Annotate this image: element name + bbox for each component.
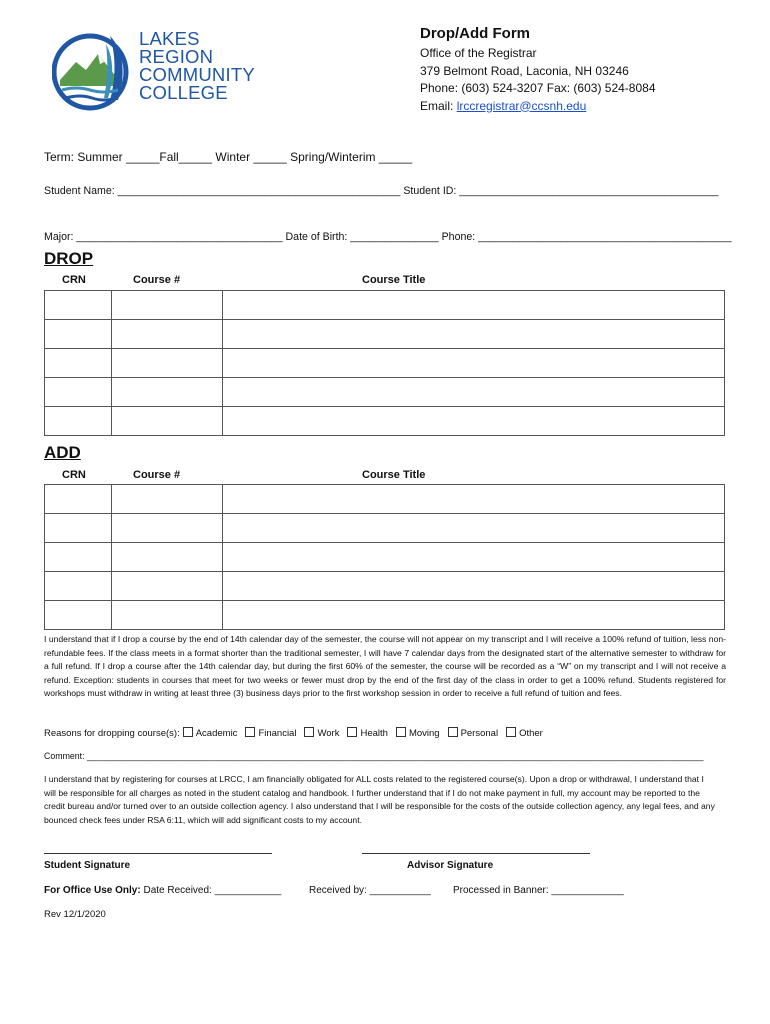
table-row [45, 349, 725, 378]
received-by-field[interactable]: Received by: ___________ [309, 885, 431, 896]
title-cell[interactable] [223, 407, 725, 436]
course-cell[interactable] [112, 378, 223, 407]
course-cell[interactable] [112, 349, 223, 378]
drop-reasons [44, 727, 543, 739]
add-col-title: Course Title [362, 469, 426, 481]
table-row [45, 407, 725, 436]
course-cell[interactable] [112, 407, 223, 436]
table-row [45, 601, 725, 630]
logo-line: COMMUNITY [139, 64, 255, 85]
advisor-signature-label: Advisor Signature [407, 860, 494, 871]
table-row [45, 320, 725, 349]
checkbox[interactable] [396, 727, 406, 737]
advisor-signature-line[interactable] [362, 853, 590, 854]
crn-cell[interactable] [45, 485, 112, 514]
financial-obligation-text: I understand that by registering for courses at LRCC, I am financially obligated for ALL costs related to the registered course(s). Upon a drop or withdrawal, I understand that I will be responsible for all charges as noted in the student catalog and handbook. I further understand that if I do not make payment in full, my account may be reported to the credit bureau and/or turned over to an outside collection agency. I also understand that I will be responsible for the costs of the outside collection agency, any legal fees, and any bounced check fees under RSA 6:11, which will add significant costs to my account. [44, 774, 715, 825]
table-row [45, 485, 725, 514]
crn-cell[interactable] [45, 291, 112, 320]
reason-option: Academic [195, 728, 238, 739]
crn-cell[interactable] [45, 349, 112, 378]
processed-in-banner-field[interactable]: Processed in Banner: _____________ [453, 885, 624, 896]
table-row [45, 514, 725, 543]
crn-cell[interactable] [45, 320, 112, 349]
course-cell[interactable] [112, 291, 223, 320]
registrar-contact [420, 45, 656, 115]
office-name: Office of the Registrar [420, 46, 537, 60]
email-link[interactable]: lrccregistrar@ccsnh.edu [456, 98, 587, 113]
major-dob-phone-field[interactable]: Major: ___________________________________ Date of Birth: _______________ Phone: ___________________________________________ [44, 231, 732, 243]
crn-cell[interactable] [45, 514, 112, 543]
table-row [45, 378, 725, 407]
add-section-title: ADD [44, 443, 81, 462]
reason-option: Moving [408, 728, 440, 739]
reason-option: Other [519, 728, 543, 739]
crn-cell[interactable] [45, 601, 112, 630]
email-label: Email: [420, 98, 454, 113]
title-cell[interactable] [223, 485, 725, 514]
crn-cell[interactable] [45, 407, 112, 436]
table-row [45, 543, 725, 572]
revision-date: Rev 12/1/2020 [44, 909, 106, 920]
title-cell[interactable] [223, 543, 725, 572]
reasons-label: Reasons for dropping course(s): [44, 728, 180, 739]
reason-option: Health [360, 728, 388, 739]
checkbox[interactable] [448, 727, 458, 737]
crn-cell[interactable] [45, 572, 112, 601]
crn-cell[interactable] [45, 378, 112, 407]
reason-option: Work [317, 728, 340, 739]
drop-col-crn: CRN [62, 274, 86, 286]
title-cell[interactable] [223, 601, 725, 630]
course-cell[interactable] [112, 601, 223, 630]
office-use-label: For Office Use Only: [44, 885, 141, 896]
table-row [45, 572, 725, 601]
add-col-crn: CRN [62, 469, 86, 481]
course-cell[interactable] [112, 485, 223, 514]
date-received-field[interactable]: Date Received: ____________ [143, 885, 282, 896]
reason-option: Financial [258, 728, 297, 739]
checkbox[interactable] [245, 727, 255, 737]
title-cell[interactable] [223, 349, 725, 378]
comment-field[interactable]: Comment: ______________________________________________________________________________________________________________________________ [44, 751, 704, 761]
office-use-row [44, 885, 281, 896]
checkbox[interactable] [347, 727, 357, 737]
add-col-course: Course # [133, 469, 181, 481]
drop-table [44, 290, 725, 436]
crn-cell[interactable] [45, 543, 112, 572]
drop-col-title: Course Title [362, 274, 426, 286]
drop-section-title: DROP [44, 249, 94, 268]
term-field[interactable]: Term: Summer _____Fall_____ Winter _____ Spring/Winterim _____ [44, 150, 413, 164]
logo-line: COLLEGE [139, 82, 228, 103]
course-cell[interactable] [112, 514, 223, 543]
logo-line: REGION [139, 46, 214, 67]
add-table [44, 484, 725, 630]
title-cell[interactable] [223, 572, 725, 601]
title-cell[interactable] [223, 378, 725, 407]
refund-policy-text: I understand that if I drop a course by the end of 14th calendar day of the semester, the course will not appear on my transcript and I will receive a 100% refund of tuition, less non-refundable fees. If the class meets in a format shorter than the traditional semester, I will have 7 calendar days from the designated start of the alternative semester to withdraw for a full refund. If I drop a course after the 14th calendar day, but during the first 60% of the semester, the course will be recorded as a “W” on my transcript and I will not receive a refund. Exception: students in courses that meet for two weeks or fewer must drop by the end of the first day of the class in order to get a 100% refund. Students registered for workshops must withdraw in writing at least three (3) business days prior to the first workshop session in order to receive a full refund of tuition and fees. [44, 634, 726, 699]
course-cell[interactable] [112, 320, 223, 349]
drop-col-course: Course # [133, 274, 181, 286]
student-name-id-field[interactable]: Student Name: ________________________________________________ Student ID: ____________________________________________ [44, 185, 719, 197]
logo-line: LAKES [139, 28, 200, 49]
college-logo [52, 28, 272, 118]
checkbox[interactable] [506, 727, 516, 737]
office-email-row [420, 98, 656, 116]
office-phone: Phone: (603) 524-3207 Fax: (603) 524-8084 [420, 81, 656, 95]
title-cell[interactable] [223, 320, 725, 349]
form-title: Drop/Add Form [420, 25, 530, 42]
checkbox[interactable] [183, 727, 193, 737]
student-signature-label: Student Signature [44, 860, 131, 871]
reason-option: Personal [460, 728, 499, 739]
student-signature-line[interactable] [44, 853, 272, 854]
office-address: 379 Belmont Road, Laconia, NH 03246 [420, 63, 629, 78]
logo-text [139, 30, 255, 102]
table-row [45, 291, 725, 320]
title-cell[interactable] [223, 291, 725, 320]
course-cell[interactable] [112, 572, 223, 601]
logo-emblem-icon [52, 28, 142, 118]
checkbox[interactable] [304, 727, 314, 737]
title-cell[interactable] [223, 514, 725, 543]
course-cell[interactable] [112, 543, 223, 572]
